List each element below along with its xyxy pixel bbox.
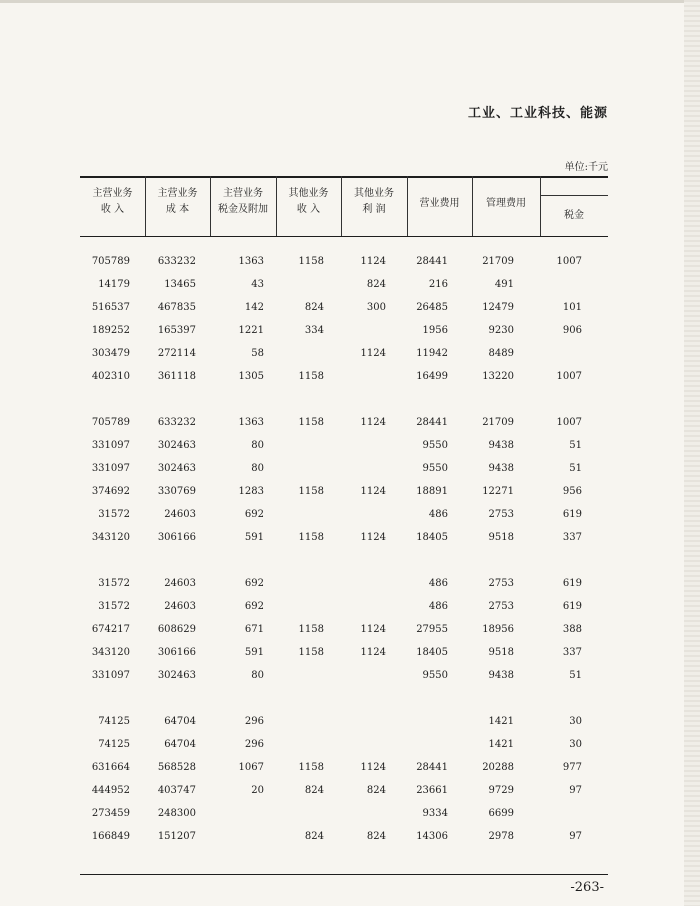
table-cell: 331097	[91, 440, 130, 451]
table-cell: 824	[304, 302, 324, 313]
column-header-line: 主营业务	[92, 188, 133, 199]
table-cell: 300	[366, 302, 386, 313]
column-header-line: 收 入	[296, 204, 321, 215]
table-cell: 18405	[416, 532, 448, 543]
table-cell: 20288	[482, 762, 514, 773]
table-cell: 1067	[238, 762, 264, 773]
table-cell: 58	[251, 348, 264, 359]
table-cell: 14179	[98, 279, 130, 290]
table-cell: 80	[251, 463, 264, 474]
table-cell: 31572	[98, 601, 130, 612]
table-cell: 824	[304, 785, 324, 796]
footer-rule	[80, 874, 608, 875]
column-header-line: 税金及附加	[218, 204, 268, 215]
table-cell: 824	[366, 785, 386, 796]
column-header	[341, 186, 407, 218]
table-cell: 467835	[157, 302, 196, 313]
unit-label: 单位:千元	[564, 162, 608, 173]
table-cell: 1158	[298, 417, 324, 428]
table-cell: 1124	[360, 417, 386, 428]
table-cell: 80	[251, 440, 264, 451]
table-cell: 28441	[416, 762, 448, 773]
table-cell: 1124	[360, 348, 386, 359]
table-cell: 1124	[360, 256, 386, 267]
table-cell: 248300	[157, 808, 196, 819]
table-cell: 28441	[416, 256, 448, 267]
table-cell: 1158	[298, 762, 324, 773]
table-cell: 9230	[488, 325, 514, 336]
table-cell: 591	[244, 647, 264, 658]
table-cell: 1007	[556, 256, 582, 267]
table-cell: 306166	[157, 647, 196, 658]
table-cell: 633232	[157, 256, 196, 267]
table-cell: 330769	[157, 486, 196, 497]
table-cell: 337	[562, 647, 582, 658]
table-cell: 296	[244, 739, 264, 750]
table-cell: 151207	[157, 831, 196, 842]
table-cell: 1305	[238, 371, 264, 382]
table-cell: 671	[244, 624, 264, 635]
table-cell: 1124	[360, 532, 386, 543]
table-top-rule	[80, 176, 608, 178]
table-cell: 31572	[98, 578, 130, 589]
table-cell: 1124	[360, 486, 386, 497]
table-cell: 51	[569, 463, 582, 474]
table-cell: 12271	[482, 486, 514, 497]
table-cell: 30	[569, 739, 582, 750]
table-cell: 24603	[164, 601, 196, 612]
table-cell: 2753	[488, 601, 514, 612]
table-cell: 51	[569, 440, 582, 451]
table-cell: 6699	[488, 808, 514, 819]
table-cell: 486	[428, 578, 448, 589]
table-cell: 705789	[91, 256, 130, 267]
column-header-line: 其他业务	[288, 188, 329, 199]
table-cell: 74125	[98, 739, 130, 750]
table-cell: 331097	[91, 463, 130, 474]
table-cell: 608629	[157, 624, 196, 635]
table-cell: 97	[569, 785, 582, 796]
section-title: 工业、工业科技、能源	[467, 106, 608, 121]
table-cell: 27955	[416, 624, 448, 635]
table-cell: 9438	[488, 463, 514, 474]
table-cell: 1158	[298, 371, 324, 382]
column-header-line: 营业费用	[419, 198, 460, 209]
table-cell: 302463	[157, 440, 196, 451]
table-cell: 1007	[556, 417, 582, 428]
table-cell: 486	[428, 601, 448, 612]
table-cell: 334	[304, 325, 324, 336]
table-cell: 26485	[416, 302, 448, 313]
table-cell: 18405	[416, 647, 448, 658]
table-header-rule	[80, 236, 608, 237]
table-cell: 491	[494, 279, 514, 290]
table-cell: 306166	[157, 532, 196, 543]
table-cell: 1007	[556, 371, 582, 382]
table-cell: 692	[244, 509, 264, 520]
column-header-line: 税金	[564, 210, 584, 221]
column-header	[407, 196, 472, 212]
table-cell: 1158	[298, 486, 324, 497]
table-cell: 343120	[91, 532, 130, 543]
table-cell: 21709	[482, 256, 514, 267]
table-cell: 1158	[298, 532, 324, 543]
table-cell: 9729	[488, 785, 514, 796]
table-cell: 9550	[422, 463, 448, 474]
table-cell: 64704	[164, 739, 196, 750]
table-cell: 824	[366, 831, 386, 842]
table-cell: 674217	[91, 624, 130, 635]
table-cell: 619	[562, 509, 582, 520]
table-cell: 23661	[416, 785, 448, 796]
table-cell: 18891	[416, 486, 448, 497]
table-cell: 1421	[488, 716, 514, 727]
table-cell: 1221	[238, 325, 264, 336]
table-cell: 24603	[164, 509, 196, 520]
table-cell: 13220	[482, 371, 514, 382]
table-cell: 97	[569, 831, 582, 842]
table-cell: 296	[244, 716, 264, 727]
column-header-line: 收 入	[100, 204, 125, 215]
table-cell: 14306	[416, 831, 448, 842]
table-cell: 18956	[482, 624, 514, 635]
table-cell: 2753	[488, 509, 514, 520]
table-cell: 80	[251, 670, 264, 681]
table-cell: 619	[562, 578, 582, 589]
table-cell: 12479	[482, 302, 514, 313]
table-cell: 343120	[91, 647, 130, 658]
table-cell: 361118	[157, 371, 196, 382]
table-cell: 302463	[157, 670, 196, 681]
table-cell: 374692	[91, 486, 130, 497]
table-cell: 43	[251, 279, 264, 290]
table-cell: 30	[569, 716, 582, 727]
table-cell: 1158	[298, 647, 324, 658]
column-header-line: 其他业务	[354, 188, 394, 199]
table-cell: 302463	[157, 463, 196, 474]
tax-header-rule	[540, 195, 608, 196]
table-cell: 1158	[298, 256, 324, 267]
table-cell: 1363	[238, 256, 264, 267]
table-cell: 331097	[91, 670, 130, 681]
table-cell: 1956	[422, 325, 448, 336]
table-cell: 189252	[91, 325, 130, 336]
table-cell: 516537	[91, 302, 130, 313]
table-cell: 444952	[91, 785, 130, 796]
table-cell: 2753	[488, 578, 514, 589]
table-cell: 1158	[298, 624, 324, 635]
table-cell: 216	[428, 279, 448, 290]
table-cell: 101	[562, 302, 582, 313]
table-cell: 9334	[422, 808, 448, 819]
table-cell: 24603	[164, 578, 196, 589]
table-cell: 388	[562, 624, 582, 635]
table-cell: 1124	[360, 762, 386, 773]
table-cell: 11942	[416, 348, 448, 359]
table-cell: 1283	[238, 486, 264, 497]
table-cell: 9438	[488, 440, 514, 451]
table-cell: 9518	[488, 647, 514, 658]
column-header	[210, 186, 276, 218]
table-cell: 166849	[91, 831, 130, 842]
column-header	[540, 208, 608, 224]
table-cell: 165397	[157, 325, 196, 336]
table-cell: 21709	[482, 417, 514, 428]
scan-top-edge	[0, 0, 700, 3]
table-cell: 337	[562, 532, 582, 543]
table-cell: 8489	[488, 348, 514, 359]
table-cell: 705789	[91, 417, 130, 428]
table-cell: 272114	[157, 348, 196, 359]
table-cell: 692	[244, 578, 264, 589]
table-cell: 692	[244, 601, 264, 612]
table-cell: 568528	[157, 762, 196, 773]
column-header	[472, 196, 540, 212]
scan-right-edge	[684, 0, 700, 906]
column-header-line: 主营业务	[223, 188, 263, 199]
table-cell: 824	[366, 279, 386, 290]
column-header	[145, 186, 210, 218]
column-header-line: 管理费用	[486, 198, 526, 209]
table-cell: 16499	[416, 371, 448, 382]
column-header-line: 成 本	[165, 204, 190, 215]
table-cell: 20	[251, 785, 264, 796]
table-cell: 142	[244, 302, 264, 313]
table-cell: 2978	[488, 831, 514, 842]
column-header	[276, 186, 341, 218]
table-cell: 633232	[157, 417, 196, 428]
table-cell: 13465	[164, 279, 196, 290]
column-header	[80, 186, 145, 218]
table-cell: 303479	[91, 348, 130, 359]
table-cell: 403747	[157, 785, 196, 796]
table-cell: 486	[428, 509, 448, 520]
table-cell: 1124	[360, 647, 386, 658]
page-number: -263-	[570, 880, 604, 895]
table-cell: 64704	[164, 716, 196, 727]
table-cell: 906	[562, 325, 582, 336]
table-cell: 273459	[91, 808, 130, 819]
table-cell: 402310	[91, 371, 130, 382]
table-cell: 9550	[422, 440, 448, 451]
table-cell: 824	[304, 831, 324, 842]
table-cell: 74125	[98, 716, 130, 727]
column-header-line: 主营业务	[157, 188, 198, 199]
table-cell: 591	[244, 532, 264, 543]
table-cell: 9550	[422, 670, 448, 681]
table-cell: 1363	[238, 417, 264, 428]
table-cell: 977	[562, 762, 582, 773]
table-cell: 9438	[488, 670, 514, 681]
table-cell: 1421	[488, 739, 514, 750]
table-cell: 51	[569, 670, 582, 681]
table-cell: 1124	[360, 624, 386, 635]
table-cell: 631664	[91, 762, 130, 773]
table-cell: 31572	[98, 509, 130, 520]
table-cell: 9518	[488, 532, 514, 543]
table-cell: 956	[562, 486, 582, 497]
table-cell: 619	[562, 601, 582, 612]
table-cell: 28441	[416, 417, 448, 428]
header-divider	[540, 176, 541, 236]
column-header-line: 利 润	[362, 204, 386, 215]
